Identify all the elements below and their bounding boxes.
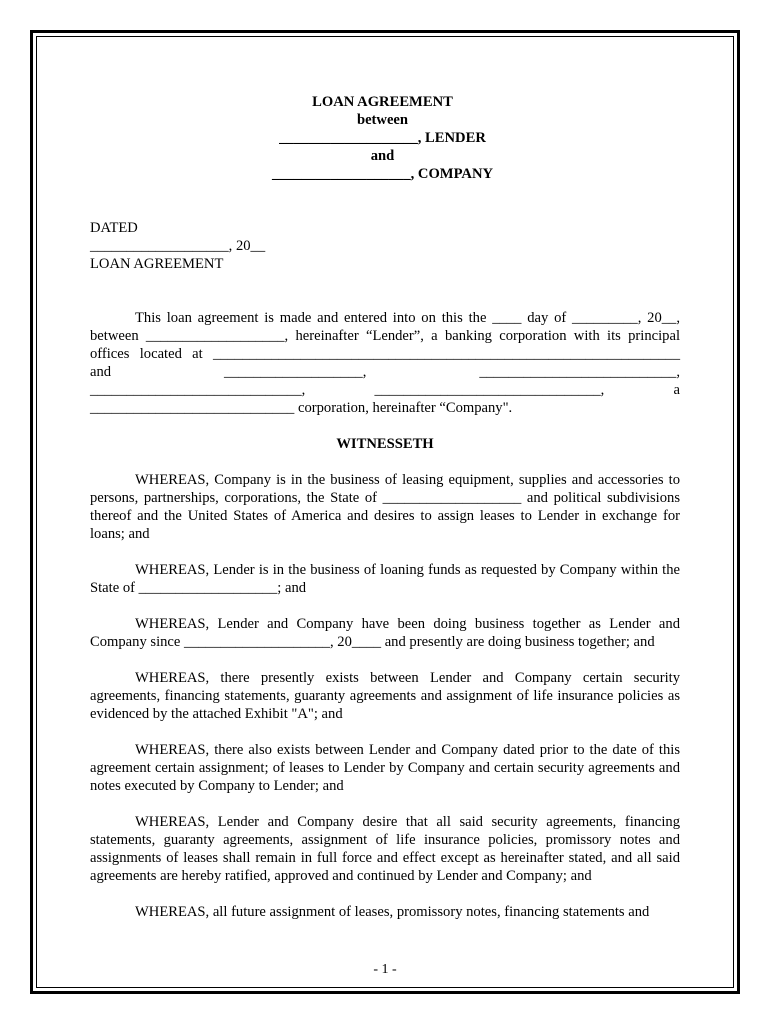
dated-label: DATED [90,220,138,236]
intro-paragraph: This loan agreement is made and entered into on this the ____ day of _________, 20__, between ___________________, hereinafter “Lender”, a banking corporation with its principal offices located at ________________________________________________________________ and ___________________, ___________________________, _____________________________, _______________________________, a ____________________________ corporation, hereinafter “Company". [90,310,680,416]
witnesseth-heading: WITNESSETH [336,436,434,452]
dated-date-line: ___________________, 20__ [90,238,266,254]
whereas-paragraph: WHEREAS, Lender and Company desire that all said security agreements, financing statements, guaranty agreements, assignment of life insurance policies, promissory notes and assignments of leases shall remain in full force and effect except as hereinafter stated, and all said agreements are hereby ratified, approved and continued by Lender and Company; and [90,814,680,884]
dated-subtitle: LOAN AGREEMENT [90,256,224,272]
page-number: - 1 - [373,962,397,977]
whereas-paragraph: WHEREAS, all future assignment of leases, promissory notes, financing statements and [135,904,650,920]
title-between: between [356,112,409,128]
title-line: LOAN AGREEMENT [312,94,453,110]
title-and: and [370,148,395,164]
document-title-block [85,93,680,183]
title-company-line: ___________________, COMPANY [271,166,494,182]
document-body [90,93,680,921]
whereas-paragraph: WHEREAS, Lender is in the business of loaning funds as requested by Company within the State of ___________________; and [90,562,680,596]
whereas-paragraph: WHEREAS, there presently exists between Lender and Company certain security agreements, financing statements, guaranty agreements and assignment of life insurance policies as evidenced by the attached Exhibit "A"; and [90,670,680,722]
whereas-paragraph: WHEREAS, there also exists between Lender and Company dated prior to the date of this agreement certain assignment; of leases to Lender by Company and certain security agreements and notes executed by Company to Lender; and [90,742,680,794]
whereas-paragraph: WHEREAS, Company is in the business of leasing equipment, supplies and accessories to persons, partnerships, corporations, the State of ___________________ and political subdivisions thereof and the United States of America and desires to assign leases to Lender in exchange for loans; and [90,472,680,542]
whereas-paragraph: WHEREAS, Lender and Company have been doing business together as Lender and Company since ____________________, 20____ and presently are doing business together; and [90,616,680,650]
title-lender-line: ___________________, LENDER [279,130,486,146]
